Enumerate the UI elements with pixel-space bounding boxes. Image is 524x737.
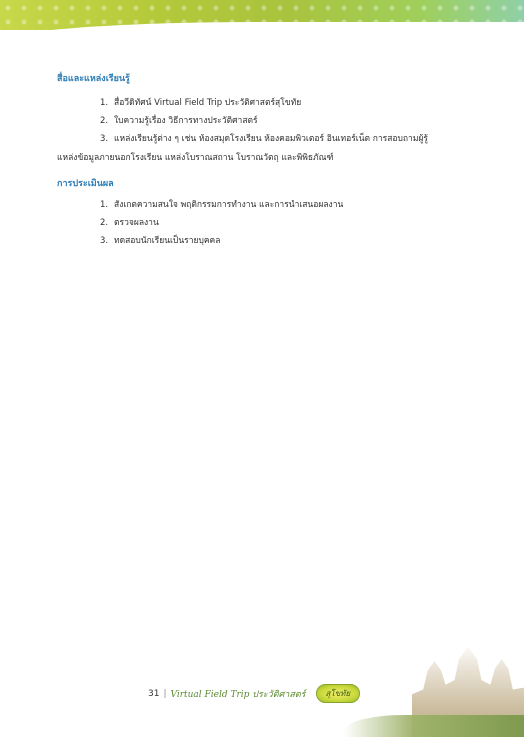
list-item-number: 3. <box>100 236 109 246</box>
footer-badge: สุโขทัย <box>316 684 361 703</box>
section-heading-evaluation: การประเมินผล <box>57 179 114 189</box>
page-number: 31 <box>148 688 160 699</box>
section-heading-media: สื่อและแหล่งเรียนรู้ <box>57 74 130 84</box>
list-item-number: 1. <box>100 98 109 108</box>
list-item-number: 2. <box>100 116 109 126</box>
list-item <box>100 131 428 145</box>
footer-title: Virtual Field Trip ประวัติศาสตร์ <box>170 689 306 700</box>
list-item-text: ใบความรู้เรื่อง วิธีการทางประวัติศาสตร์ <box>114 116 258 126</box>
footer-caption <box>148 684 360 703</box>
page-footer <box>0 682 524 737</box>
list-item <box>100 233 220 247</box>
list-item <box>100 215 159 229</box>
list-item <box>100 95 301 109</box>
list-item-number: 1. <box>100 200 109 210</box>
list-item-number: 3. <box>100 134 109 144</box>
footer-trees-image <box>344 715 524 737</box>
list-item-text: ตรวจผลงาน <box>114 218 159 228</box>
list-item-continuation: แหล่งข้อมูลภายนอกโรงเรียน แหล่งโบราณสถาน โบราณวัตถุ และพิพิธภัณฑ์ <box>57 153 334 163</box>
list-item-number: 2. <box>100 218 109 228</box>
list-item-text: แหล่งเรียนรู้ต่าง ๆ เช่น ห้องสมุดโรงเรียน ห้องคอมพิวเตอร์ อินเทอร์เน็ต การสอบถามผู้รู้ <box>114 134 428 144</box>
list-item-text: สังเกตความสนใจ พฤติกรรมการทำงาน และการนำเสนอผลงาน <box>114 200 344 210</box>
list-item-text: สื่อวีดิทัศน์ Virtual Field Trip ประวัติศาสตร์สุโขทัย <box>114 98 302 108</box>
list-item-text: ทดสอบนักเรียนเป็นรายบุคคล <box>114 236 221 246</box>
footer-separator: | <box>163 688 167 699</box>
list-item <box>100 197 343 211</box>
list-item <box>100 113 258 127</box>
